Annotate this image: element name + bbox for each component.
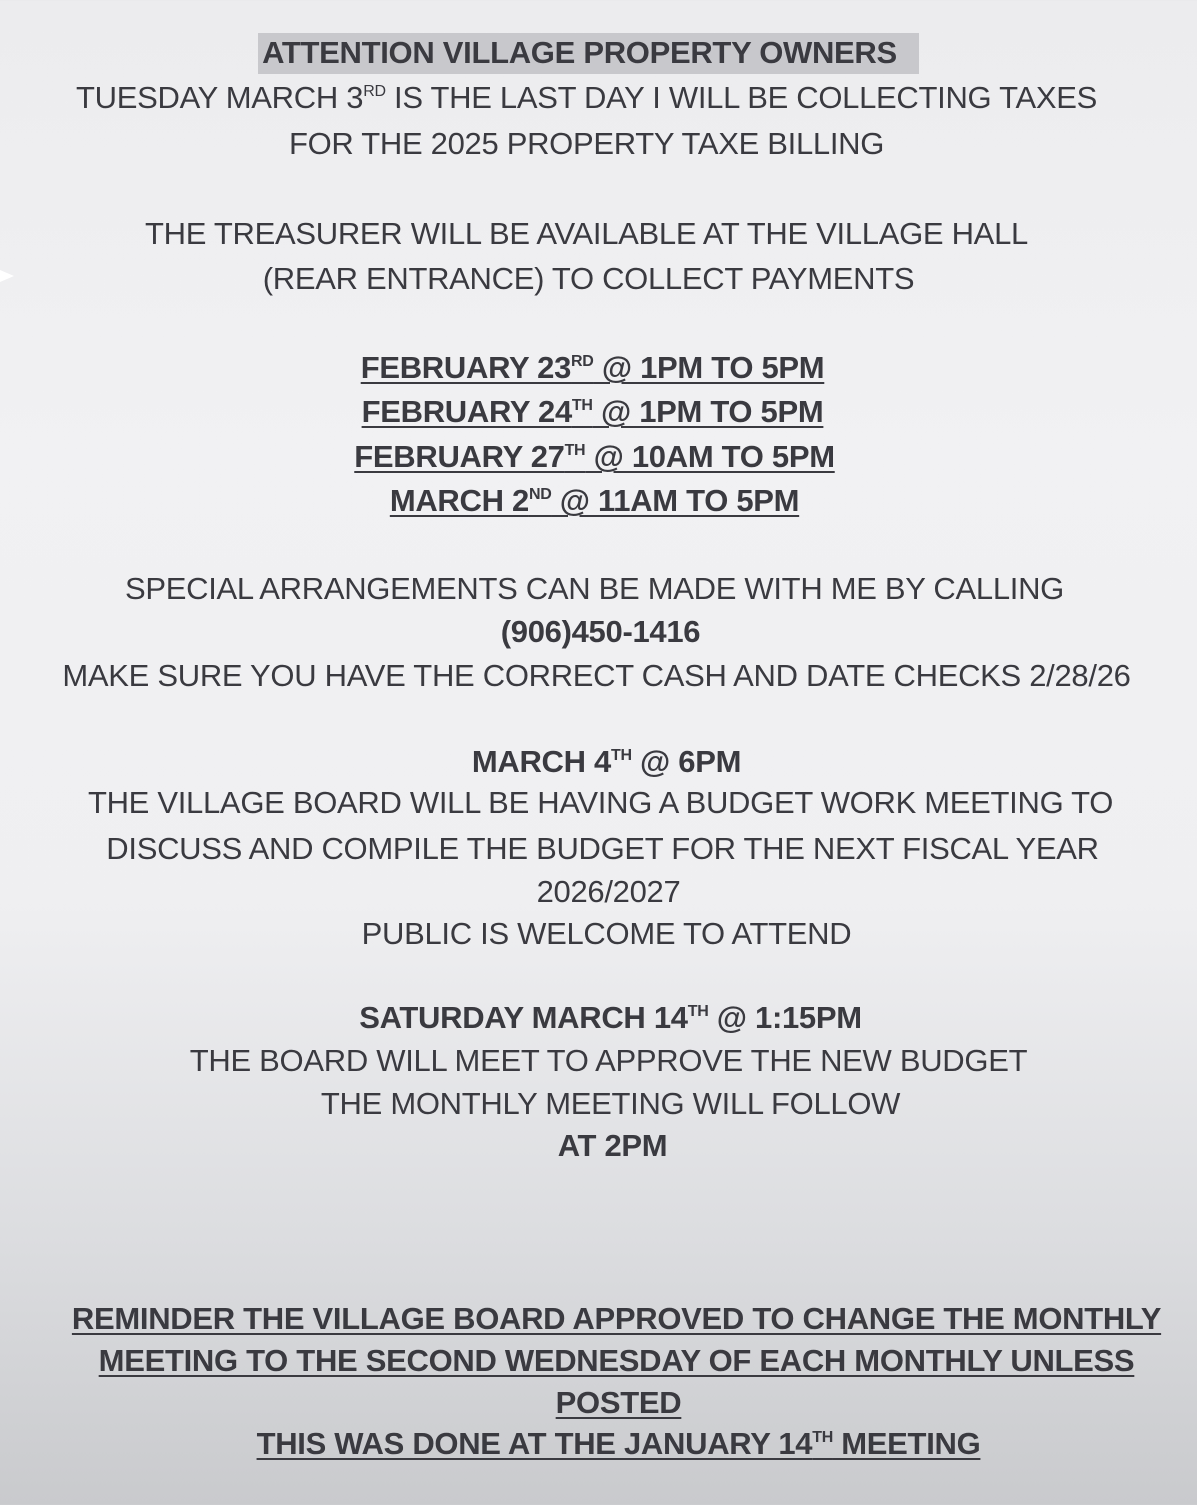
last-day-line: TUESDAY MARCH 3RD IS THE LAST DAY I WILL BE COLLECTING TAXES	[76, 80, 1097, 115]
budget-meeting-line-1: THE VILLAGE BOARD WILL BE HAVING A BUDGET WORK MEETING TO	[87, 785, 1114, 820]
monthly-meeting-time: AT 2PM	[557, 1128, 668, 1163]
treasurer-line-1: THE TREASURER WILL BE AVAILABLE AT THE VILLAGE HALL	[145, 216, 1028, 251]
collection-date-2: FEBRUARY 24TH @ 1PM TO 5PM	[361, 394, 824, 429]
public-welcome-line: PUBLIC IS WELCOME TO ATTEND	[361, 916, 852, 951]
reminder-line-3: POSTED	[555, 1385, 682, 1420]
phone-number: (906)450-1416	[500, 614, 701, 649]
collection-date-1: FEBRUARY 23RD @ 1PM TO 5PM	[360, 350, 825, 385]
special-arrangements-line: SPECIAL ARRANGEMENTS CAN BE MADE WITH ME BY CALLING	[124, 571, 1064, 606]
checks-line: MAKE SURE YOU HAVE THE CORRECT CASH AND DATE CHECKS 2/28/26	[62, 658, 1131, 693]
billing-line: FOR THE 2025 PROPERTY TAXE BILLING	[288, 126, 885, 161]
fiscal-year: 2026/2027	[536, 874, 681, 909]
reminder-line-4: THIS WAS DONE AT THE JANUARY 14TH MEETING	[256, 1426, 981, 1461]
budget-meeting-line-2: DISCUSS AND COMPILE THE BUDGET FOR THE NEXT FISCAL YEAR	[106, 831, 1099, 866]
approval-meeting-line-1: THE BOARD WILL MEET TO APPROVE THE NEW BUDGET	[189, 1043, 1028, 1078]
approval-meeting-date: SATURDAY MARCH 14TH @ 1:15PM	[359, 1000, 862, 1035]
collection-date-4: MARCH 2ND @ 11AM TO 5PM	[389, 483, 800, 518]
notice-heading: ATTENTION VILLAGE PROPERTY OWNERS	[0, 33, 1187, 73]
collection-date-3: FEBRUARY 27TH @ 10AM TO 5PM	[354, 439, 835, 474]
treasurer-line-2: (REAR ENTRANCE) TO COLLECT PAYMENTS	[262, 261, 915, 296]
reminder-line-1: REMINDER THE VILLAGE BOARD APPROVED TO CHANGE THE MONTHLY	[71, 1301, 1162, 1336]
approval-meeting-line-2: THE MONTHLY MEETING WILL FOLLOW	[320, 1086, 901, 1121]
budget-meeting-date: MARCH 4TH @ 6PM	[471, 744, 742, 779]
reminder-line-2: MEETING TO THE SECOND WEDNESDAY OF EACH MONTHLY UNLESS	[98, 1343, 1135, 1378]
